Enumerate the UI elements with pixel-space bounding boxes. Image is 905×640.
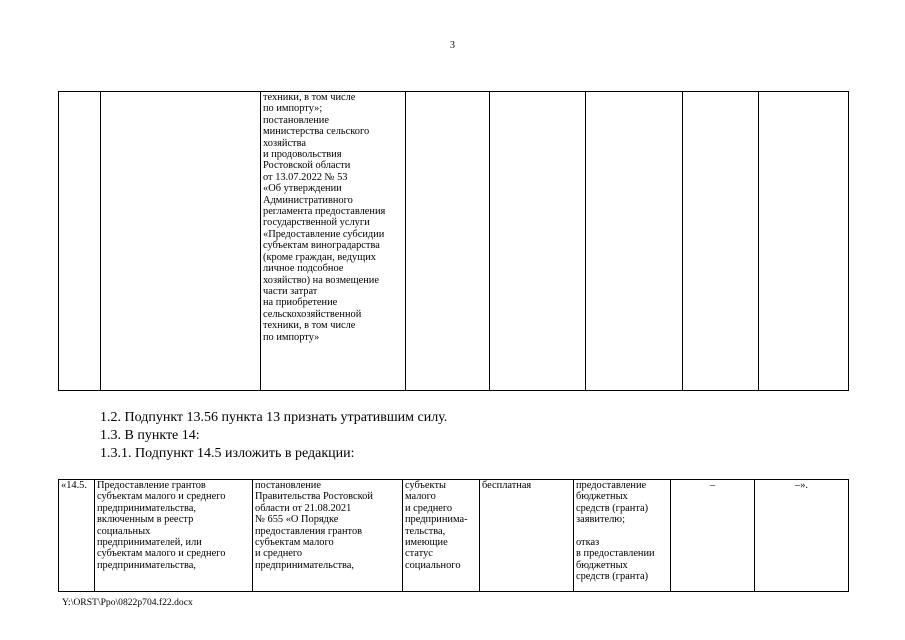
cell-text-line: личное подсобное xyxy=(263,263,344,275)
cell-text-line: министерства сельского xyxy=(263,126,370,138)
table-cell xyxy=(759,92,849,391)
table-cell-recipients xyxy=(403,480,480,592)
table-cell-service-name xyxy=(95,480,253,592)
cell-text-line: субъекты xyxy=(405,480,446,491)
cell-text-line: Правительства Ростовской xyxy=(255,491,373,503)
cell-text-line: на приобретение xyxy=(263,297,338,309)
bottom-table xyxy=(58,479,849,592)
cell-text-line: по импорту» xyxy=(263,331,320,343)
cell-text-line: части затрат xyxy=(263,285,318,297)
cell-text-line: средств (гранта) xyxy=(576,502,649,514)
cell-text-line: субъектам малого xyxy=(255,537,334,549)
cell-text-line: постановление xyxy=(263,114,329,126)
cell-text-line: предпринима- xyxy=(405,514,468,526)
cell-text-line: статус xyxy=(405,548,433,560)
cell-text-line: бюджетных xyxy=(576,559,628,571)
cell-text-line: субъектам виноградарства xyxy=(263,240,380,252)
cell-text-line: предпринимателей, или xyxy=(97,537,202,549)
cell-text-line: тельства, xyxy=(405,525,446,537)
cell-text-line: Предоставление грантов xyxy=(97,480,206,491)
cell-text-line: «Предоставление субсидии xyxy=(263,228,385,240)
table-cell-cost: бесплатная xyxy=(480,480,574,592)
table-cell xyxy=(101,92,261,391)
cell-text-line: техники, в том числе xyxy=(263,92,356,103)
cell-text-line: бюджетных xyxy=(576,491,628,503)
paragraph: 1.2. Подпункт 13.56 пункта 13 признать утратившим силу. xyxy=(100,410,448,425)
page-number: 3 xyxy=(450,40,455,51)
cell-text-line: и среднего xyxy=(255,548,303,560)
cell-text-line: заявителю; xyxy=(576,514,625,526)
cell-text-line: в предоставлении xyxy=(576,548,655,560)
paragraph: 1.3. В пункте 14: xyxy=(100,428,200,443)
paragraph: 1.3.1. Подпункт 14.5 изложить в редакции: xyxy=(100,446,355,461)
table-cell-result xyxy=(574,480,671,592)
top-table xyxy=(58,91,849,391)
table-cell xyxy=(683,92,759,391)
table-cell-legal-basis xyxy=(253,480,403,592)
cell-text-line: хозяйства xyxy=(263,137,306,149)
cell-text-line xyxy=(576,526,668,537)
cell-text-line: от 13.07.2022 № 53 xyxy=(263,171,348,183)
table-cell-legal-basis xyxy=(261,92,406,391)
cell-text-line: включенным в реестр xyxy=(97,514,194,526)
cell-text-line: социальных xyxy=(97,525,151,537)
cell-text-line: по импорту»; xyxy=(263,103,323,115)
cell-text-line: имеющие xyxy=(405,537,448,549)
table-row xyxy=(59,480,849,592)
table-row xyxy=(59,92,849,391)
cell-text-line: государственной услуги xyxy=(263,217,370,229)
cell-text-line: и среднего xyxy=(405,502,453,514)
table-cell xyxy=(586,92,683,391)
cell-text-line: (кроме граждан, ведущих xyxy=(263,251,376,263)
file-path-footer: Y:\ORST\Ppo\0822p704.f22.docx xyxy=(62,597,193,608)
cell-text-line: сельскохозяйственной xyxy=(263,308,362,320)
cell-text-line: предпринимательства, xyxy=(97,559,197,571)
cell-text-line: № 655 «О Порядке xyxy=(255,514,339,526)
table-cell xyxy=(406,92,490,391)
cell-text-line: малого xyxy=(405,491,436,503)
cell-text-line: Административного xyxy=(263,194,353,206)
table-cell xyxy=(59,92,101,391)
table-cell xyxy=(490,92,586,391)
cell-text-line: отказ xyxy=(576,537,600,549)
cell-text-line: области от 21.08.2021 xyxy=(255,502,352,514)
cell-text-line: социального xyxy=(405,559,461,571)
cell-text-line: хозяйство) на возмещение xyxy=(263,274,379,286)
cell-text-line: предпринимательства, xyxy=(255,559,355,571)
cell-text-line: субъектам малого и среднего xyxy=(97,548,226,560)
cell-text-line: предпринимательства, xyxy=(97,502,197,514)
cell-text-line: техники, в том числе xyxy=(263,320,356,332)
cell-text-line: постановление xyxy=(255,480,321,491)
table-cell-dash: – xyxy=(671,480,755,592)
cell-text-line: предоставления грантов xyxy=(255,525,363,537)
table-cell-dash-end: –». xyxy=(755,480,849,592)
cell-text-line: Ростовской области xyxy=(263,160,351,172)
cell-text-line: «Об утверждении xyxy=(263,183,342,195)
table-cell-number: «14.5. xyxy=(59,480,95,592)
cell-text-line: средств (гранта) xyxy=(576,571,649,583)
cell-text-line: и продовольствия xyxy=(263,149,342,161)
cell-text-line: регламента предоставления xyxy=(263,206,386,218)
cell-text-line: предоставление xyxy=(576,480,647,491)
cell-text-line: субъектам малого и среднего xyxy=(97,491,226,503)
